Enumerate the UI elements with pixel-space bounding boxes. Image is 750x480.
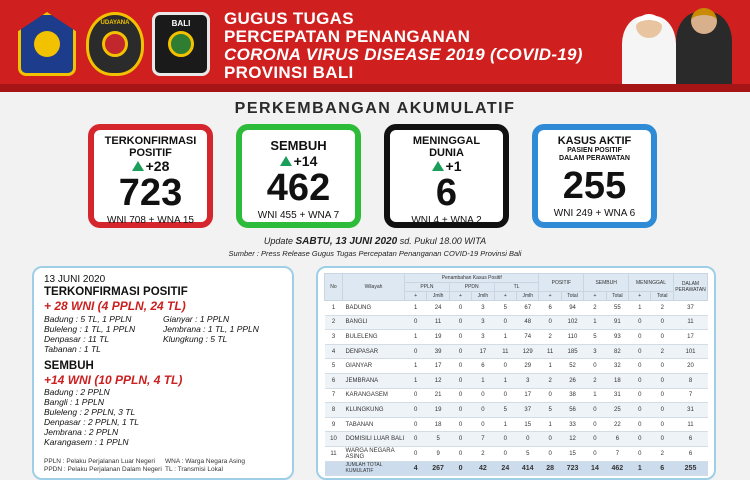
total-cell: 24	[494, 461, 516, 476]
table-cell: 7	[325, 388, 343, 403]
list-item: Buleleng : 2 PPLN, 3 TL	[44, 407, 136, 417]
table-cell: 17	[517, 388, 539, 403]
col-wilayah: Wilayah	[343, 274, 405, 301]
table-cell: 1	[539, 359, 561, 374]
table-cell: 0	[539, 388, 561, 403]
list-item: Badung : 5 TL, 1 PPLN	[44, 314, 132, 324]
table-cell: 5	[494, 301, 516, 316]
deaths-delta-value: +1	[445, 158, 462, 174]
table-cell: 29	[517, 359, 539, 374]
total-cell: 1	[629, 461, 651, 476]
abbreviation-legend	[44, 458, 286, 474]
table-cell: 102	[561, 315, 583, 330]
table-cell: 6	[325, 373, 343, 388]
table-row	[325, 359, 708, 374]
table-cell: 0	[405, 315, 427, 330]
table-cell: 52	[561, 359, 583, 374]
table-cell: 2	[584, 373, 606, 388]
official-portrait-1	[622, 16, 676, 86]
officials-photo	[610, 6, 740, 86]
table-cell: 0	[629, 446, 651, 461]
table-cell: 3	[325, 330, 343, 345]
table-cell: 1	[584, 388, 606, 403]
table-cell: 0	[472, 403, 494, 418]
table-cell: 8	[674, 373, 708, 388]
confirmed-breakdown: WNI 708 + WNA 15	[107, 215, 194, 226]
regional-table-panel	[316, 266, 716, 480]
active-cases-card	[532, 124, 657, 228]
region-name-cell: GIANYAR	[343, 359, 405, 374]
update-line	[0, 236, 750, 247]
list-item: Badung : 2 PPLN	[44, 387, 110, 397]
table-cell: 2	[472, 446, 494, 461]
table-cell: 25	[606, 403, 628, 418]
list-item: Karangasem : 1 PPLN	[44, 437, 129, 447]
col-meninggal: MENINGGAL	[629, 274, 674, 292]
col-sembuh: SEMBUH	[584, 274, 629, 292]
region-name-cell: JEMBRANA	[343, 373, 405, 388]
table-cell: 67	[517, 301, 539, 316]
recovered-card	[236, 124, 361, 228]
col-perawatan: DALAM PERAWATAN	[674, 274, 708, 301]
active-label: KASUS AKTIF	[557, 135, 632, 147]
confirmed-value: 723	[118, 172, 183, 214]
table-cell: 0	[584, 432, 606, 447]
table-cell: 15	[561, 446, 583, 461]
header-line-3: CORONA VIRUS DISEASE 2019 (COVID-19)	[224, 45, 583, 64]
table-cell: 129	[517, 344, 539, 359]
deaths-label-1: MENINGGAL	[412, 135, 481, 147]
table-cell: 17	[427, 359, 449, 374]
positive-section-value: + 28 WNI (4 PPLN, 24 TL)	[44, 299, 186, 313]
update-prefix: Update	[263, 236, 293, 246]
header-banner	[0, 0, 750, 92]
sub-new: +	[494, 292, 516, 301]
table-cell: 0	[405, 388, 427, 403]
header-line-2: PERCEPATAN PENANGANAN	[224, 27, 471, 46]
table-cell: 0	[651, 403, 674, 418]
active-sub-1: PASIEN POSITIF	[567, 147, 622, 154]
udayana-military-emblem-icon	[86, 12, 144, 76]
total-cell: 14	[584, 461, 606, 476]
list-item: Tabanan : 1 TL	[44, 344, 101, 354]
table-cell: 7	[606, 446, 628, 461]
table-cell: 18	[427, 417, 449, 432]
table-cell: 2	[584, 301, 606, 316]
table-cell: 82	[606, 344, 628, 359]
table-cell: 0	[584, 359, 606, 374]
summary-cards	[88, 124, 663, 228]
sub-new: +	[539, 292, 561, 301]
recovered-value: 462	[266, 167, 331, 209]
up-arrow-icon	[280, 156, 292, 166]
table-cell: 0	[629, 432, 651, 447]
list-item: Jembrana : 2 PPLN	[44, 427, 119, 437]
update-date: SABTU, 13 JUNI 2020	[295, 236, 398, 247]
recovered-breakdown: WNI 455 + WNA 7	[257, 210, 340, 221]
table-cell: 0	[629, 388, 651, 403]
region-name-cell: TABANAN	[343, 417, 405, 432]
active-value: 255	[562, 165, 627, 207]
col-ppdn: PPDN	[449, 283, 494, 292]
list-item: Denpasar : 2 PPLN, 1 TL	[44, 417, 139, 427]
total-cell: 462	[606, 461, 628, 476]
table-row	[325, 315, 708, 330]
table-row	[325, 301, 708, 316]
table-cell: 26	[561, 373, 583, 388]
table-cell: 0	[405, 446, 427, 461]
table-cell: 5	[517, 446, 539, 461]
active-sub-2: DALAM PERAWATAN	[559, 155, 630, 162]
table-cell: 0	[449, 432, 471, 447]
confirmed-card	[88, 124, 213, 228]
table-cell: 0	[449, 446, 471, 461]
header-line-4: PROVINSI BALI	[224, 63, 354, 82]
table-cell: 0	[539, 446, 561, 461]
deaths-card	[384, 124, 509, 228]
bali-police-emblem-icon	[152, 12, 210, 76]
table-cell: 4	[325, 344, 343, 359]
sub-new: +	[629, 292, 651, 301]
table-cell: 18	[606, 373, 628, 388]
table-cell: 1	[539, 417, 561, 432]
table-cell: 0	[449, 301, 471, 316]
table-cell: 11	[674, 315, 708, 330]
region-name-cell: KLUNGKUNG	[343, 403, 405, 418]
table-cell: 2	[325, 315, 343, 330]
region-name-cell: DENPASAR	[343, 344, 405, 359]
table-cell: 0	[449, 373, 471, 388]
table-cell: 1	[405, 330, 427, 345]
table-cell: 20	[674, 359, 708, 374]
total-cell	[325, 461, 343, 476]
table-cell: 0	[629, 403, 651, 418]
udayana-logo-text: UDAYANA	[100, 20, 130, 26]
table-cell: 0	[651, 432, 674, 447]
table-cell: 1	[494, 417, 516, 432]
table-cell: 0	[449, 359, 471, 374]
region-name-cell: BADUNG	[343, 301, 405, 316]
total-cell: 6	[651, 461, 674, 476]
sub-total: Total	[606, 292, 628, 301]
deaths-breakdown: WNI 4 + WNA 2	[411, 215, 482, 226]
table-cell: 74	[517, 330, 539, 345]
table-cell: 5	[539, 403, 561, 418]
confirmed-delta-value: +28	[145, 158, 170, 174]
list-item: Denpasar : 11 TL	[44, 334, 110, 344]
table-cell: 0	[629, 359, 651, 374]
table-cell: 0	[651, 373, 674, 388]
table-cell: 9	[325, 417, 343, 432]
table-cell: 0	[494, 315, 516, 330]
table-cell: 24	[427, 301, 449, 316]
sub-new: +	[405, 292, 427, 301]
up-arrow-icon	[132, 161, 144, 171]
table-cell: 0	[494, 388, 516, 403]
table-cell: 0	[449, 330, 471, 345]
table-cell: 7	[674, 388, 708, 403]
table-cell: 37	[674, 301, 708, 316]
legend-item: TL : Transmisi Lokal	[165, 466, 223, 473]
table-row	[325, 388, 708, 403]
table-cell: 11	[325, 446, 343, 461]
table-cell: 1	[405, 359, 427, 374]
confirmed-label-1: TERKONFIRMASI	[104, 135, 197, 147]
table-cell: 22	[606, 417, 628, 432]
table-cell: 0	[449, 344, 471, 359]
region-name-cell: WARGA NEGARA ASING	[343, 446, 405, 461]
table-cell: 6	[539, 301, 561, 316]
table-cell: 0	[472, 417, 494, 432]
table-cell: 0	[629, 330, 651, 345]
table-cell: 3	[472, 301, 494, 316]
total-cell: 0	[449, 461, 471, 476]
table-cell: 1	[494, 330, 516, 345]
region-name-cell: BULELENG	[343, 330, 405, 345]
table-cell: 2	[651, 301, 674, 316]
sub-total: Total	[651, 292, 674, 301]
legend-item: PPLN : Pelaku Perjalanan Luar Negeri	[44, 458, 155, 465]
table-cell: 0	[494, 446, 516, 461]
table-cell: 0	[449, 417, 471, 432]
table-cell: 3	[472, 330, 494, 345]
table-cell: 0	[584, 417, 606, 432]
list-item: Buleleng : 1 TL, 1 PPLN	[44, 324, 136, 334]
table-cell: 2	[651, 344, 674, 359]
header-line-1: GUGUS TUGAS	[224, 9, 354, 28]
table-cell: 7	[472, 432, 494, 447]
regional-case-table	[324, 273, 708, 476]
table-cell: 2	[651, 446, 674, 461]
table-cell: 55	[606, 301, 628, 316]
table-cell: 6	[674, 432, 708, 447]
table-cell: 3	[584, 344, 606, 359]
table-cell: 12	[427, 373, 449, 388]
total-label-cell: JUMLAH TOTAL KUMULATIF	[343, 461, 405, 476]
table-cell: 1	[405, 301, 427, 316]
table-cell: 0	[539, 315, 561, 330]
table-cell: 56	[561, 403, 583, 418]
active-breakdown: WNI 249 + WNA 6	[553, 208, 636, 219]
legend-item: WNA : Warga Negara Asing	[165, 458, 245, 465]
header-title	[224, 10, 583, 82]
list-item: Jembrana : 1 TL, 1 PPLN	[163, 324, 259, 334]
sub-new: +	[584, 292, 606, 301]
table-cell: 32	[606, 359, 628, 374]
region-name-cell: DOMISILI LUAR BALI	[343, 432, 405, 447]
total-cell: 414	[517, 461, 539, 476]
table-cell: 11	[494, 344, 516, 359]
table-cell: 6	[674, 446, 708, 461]
bali-logo-text: BALI	[171, 19, 191, 28]
table-row	[325, 330, 708, 345]
table-cell: 0	[405, 417, 427, 432]
table-row	[325, 403, 708, 418]
col-tl: TL	[494, 283, 539, 292]
table-cell: 0	[405, 403, 427, 418]
table-cell: 0	[629, 417, 651, 432]
table-cell: 0	[651, 417, 674, 432]
table-cell: 8	[325, 403, 343, 418]
total-cell: 28	[539, 461, 561, 476]
table-cell: 21	[427, 388, 449, 403]
recovered-section-value: +14 WNI (10 PPLN, 4 TL)	[44, 373, 183, 387]
total-cell: 4	[405, 461, 427, 476]
table-cell: 2	[539, 330, 561, 345]
table-cell: 0	[405, 432, 427, 447]
table-cell: 0	[584, 446, 606, 461]
table-cell: 12	[561, 432, 583, 447]
table-cell: 5	[427, 432, 449, 447]
official-portrait-2	[676, 12, 732, 86]
table-cell: 0	[651, 315, 674, 330]
table-cell: 0	[472, 388, 494, 403]
region-name-cell: KARANGASEM	[343, 388, 405, 403]
table-cell: 1	[584, 315, 606, 330]
sub-new: +	[449, 292, 471, 301]
table-cell: 17	[472, 344, 494, 359]
list-item: Bangli : 1 PPLN	[44, 397, 105, 407]
table-row	[325, 432, 708, 447]
table-cell: 0	[449, 315, 471, 330]
col-positif: POSITIF	[539, 274, 584, 292]
list-item: Gianyar : 1 PPLN	[163, 314, 230, 324]
table-cell: 5	[494, 403, 516, 418]
table-cell: 1	[494, 373, 516, 388]
deaths-value: 6	[435, 172, 458, 214]
positive-region-list	[44, 314, 282, 354]
table-cell: 38	[561, 388, 583, 403]
table-cell: 6	[472, 359, 494, 374]
legend-item: PPDN : Pelaku Perjalanan Dalam Negeri	[44, 466, 162, 473]
table-cell: 0	[651, 330, 674, 345]
table-row	[325, 417, 708, 432]
table-cell: 15	[517, 417, 539, 432]
list-item: Klungkung : 5 TL	[163, 334, 228, 344]
table-cell: 11	[674, 417, 708, 432]
table-cell: 1	[472, 373, 494, 388]
deaths-label-2: DUNIA	[429, 147, 464, 159]
table-cell: 37	[517, 403, 539, 418]
table-cell: 3	[517, 373, 539, 388]
col-ppln: PPLN	[405, 283, 450, 292]
daily-summary-panel	[32, 266, 294, 480]
table-cell: 0	[651, 359, 674, 374]
up-arrow-icon	[432, 161, 444, 171]
table-cell: 48	[517, 315, 539, 330]
table-cell: 1	[405, 373, 427, 388]
table-cell: 0	[629, 373, 651, 388]
section-title: PERKEMBANGAN AKUMULATIF	[234, 100, 516, 117]
table-cell: 110	[561, 330, 583, 345]
table-cell: 0	[629, 344, 651, 359]
table-cell: 0	[494, 359, 516, 374]
table-cell: 91	[606, 315, 628, 330]
table-cell: 2	[539, 373, 561, 388]
table-cell: 31	[674, 403, 708, 418]
sub-jml: Jmlh	[517, 292, 539, 301]
table-row	[325, 446, 708, 461]
table-cell: 0	[584, 403, 606, 418]
table-cell: 0	[517, 432, 539, 447]
bali-province-emblem-icon	[18, 12, 76, 76]
table-cell: 101	[674, 344, 708, 359]
update-suffix: sd. Pukul 18.00 WITA	[399, 236, 487, 246]
table-cell: 1	[325, 301, 343, 316]
recovered-region-list	[44, 387, 282, 447]
table-cell: 19	[427, 403, 449, 418]
table-row	[325, 344, 708, 359]
sub-jml: Jmlh	[472, 292, 494, 301]
recovered-delta-value: +14	[293, 153, 318, 169]
total-row	[325, 461, 708, 476]
table-cell: 11	[427, 315, 449, 330]
table-cell: 3	[472, 315, 494, 330]
table-cell: 19	[427, 330, 449, 345]
table-cell: 185	[561, 344, 583, 359]
table-cell: 5	[584, 330, 606, 345]
total-cell: 723	[561, 461, 583, 476]
table-cell: 39	[427, 344, 449, 359]
positive-section-title: TERKONFIRMASI POSITIF	[44, 286, 188, 298]
region-name-cell: BANGLI	[343, 315, 405, 330]
recovered-section-title: SEMBUH	[44, 360, 94, 372]
table-cell: 0	[539, 432, 561, 447]
table-cell: 33	[561, 417, 583, 432]
table-cell: 0	[449, 403, 471, 418]
col-no: No	[325, 274, 343, 301]
sub-jml: Jmlh	[427, 292, 449, 301]
table-cell: 17	[674, 330, 708, 345]
sub-total: Total	[561, 292, 583, 301]
total-cell: 267	[427, 461, 449, 476]
table-cell: 31	[606, 388, 628, 403]
total-cell: 255	[674, 461, 708, 476]
table-cell: 0	[494, 432, 516, 447]
table-cell: 0	[405, 344, 427, 359]
table-cell: 5	[325, 359, 343, 374]
table-row	[325, 373, 708, 388]
table-cell: 6	[606, 432, 628, 447]
recovered-label: SEMBUH	[270, 138, 327, 153]
table-cell: 94	[561, 301, 583, 316]
daily-date: 13 JUNI 2020	[44, 274, 106, 285]
table-cell: 0	[629, 315, 651, 330]
table-cell: 0	[651, 388, 674, 403]
confirmed-label-2: POSITIF	[129, 147, 172, 159]
total-cell: 42	[472, 461, 494, 476]
table-cell: 9	[427, 446, 449, 461]
table-cell: 1	[629, 301, 651, 316]
table-cell: 11	[539, 344, 561, 359]
source-note: Sumber : Press Release Gugus Tugas Percepatan Penanganan COVID-19 Provinsi Bali	[228, 249, 522, 258]
table-cell: 93	[606, 330, 628, 345]
table-cell: 10	[325, 432, 343, 447]
col-penambahan: Penambahan Kasus Positif	[405, 274, 539, 283]
table-cell: 0	[449, 388, 471, 403]
